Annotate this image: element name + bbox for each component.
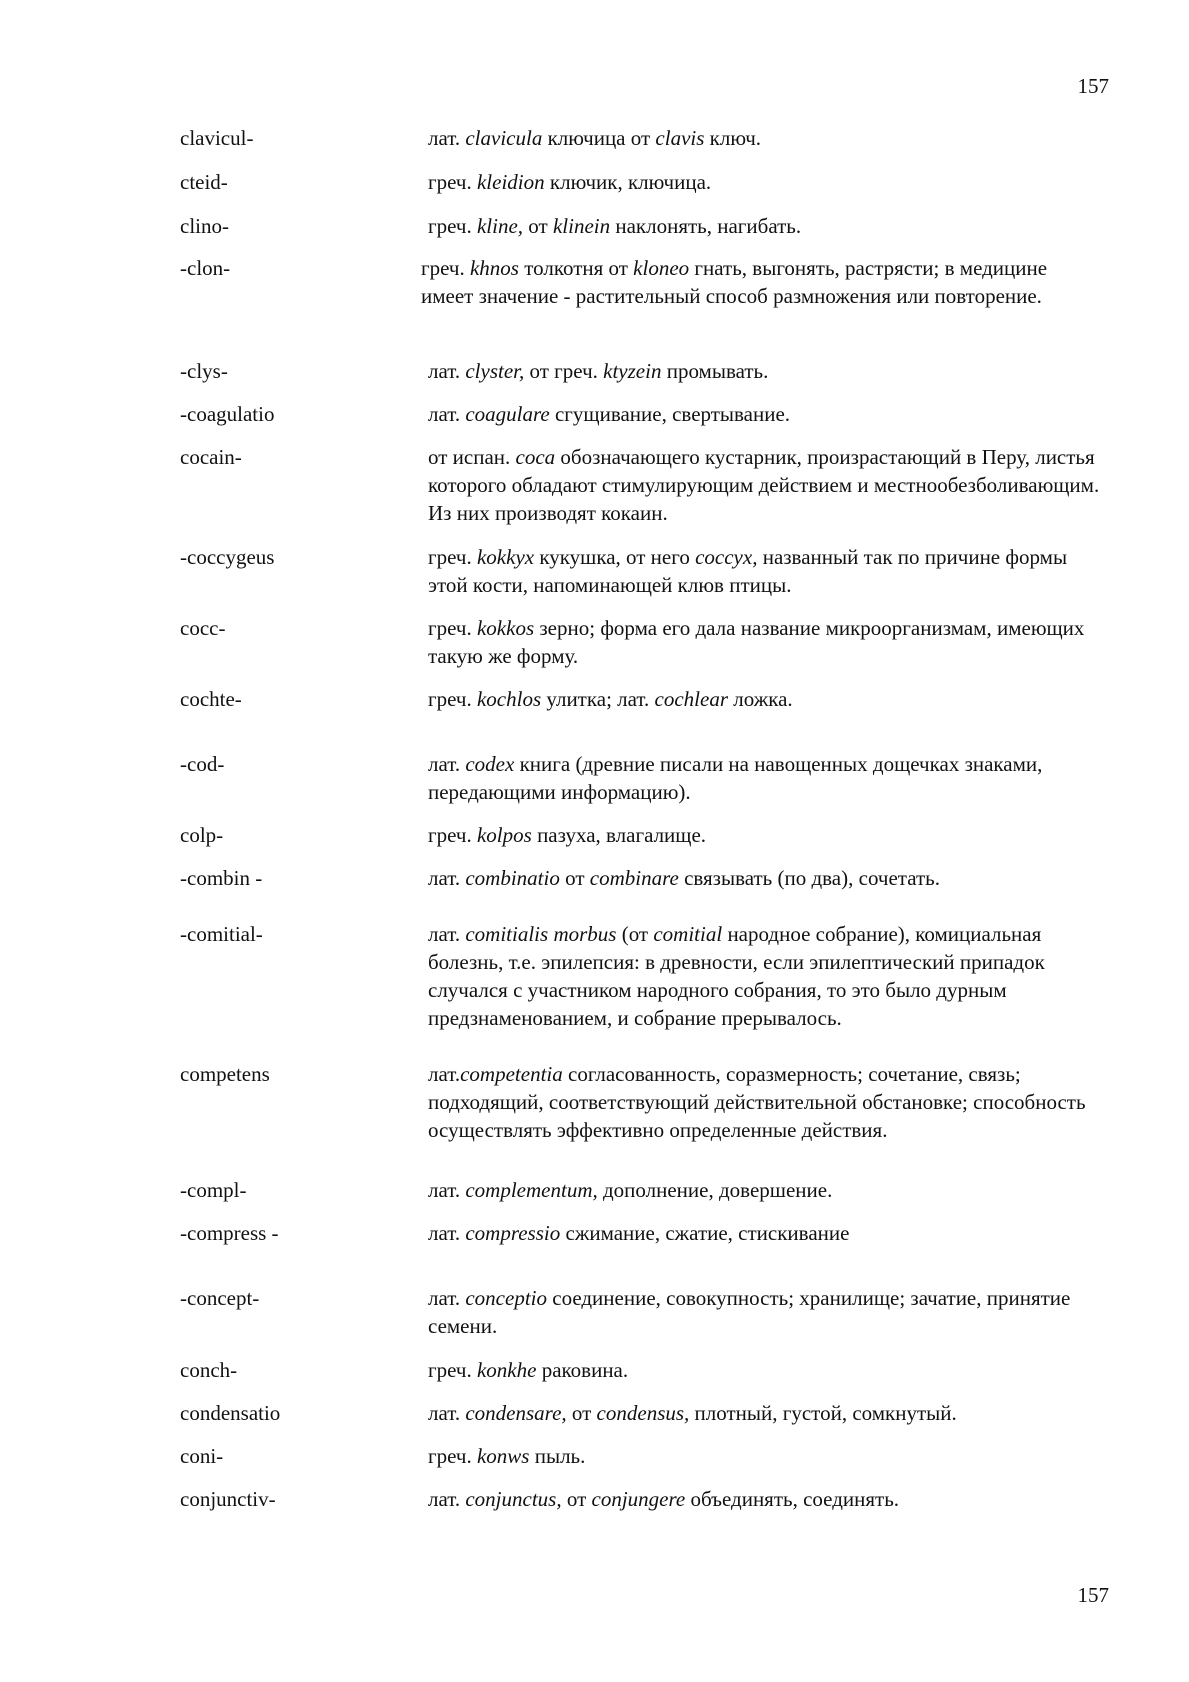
definition-text: от (523, 214, 553, 238)
definition-text: гнать, выгонять, растрясти; в медицине имеет значение - растительный способ размножения или повторение. (421, 256, 1048, 308)
definition-text: ключица от (542, 126, 656, 150)
definition-text: плотный, густой, сомкнутый. (689, 1401, 957, 1425)
definition-text: лат. (428, 866, 466, 890)
definition-text: связывать (по два), сочетать. (678, 866, 940, 890)
entry-definition (428, 821, 1108, 849)
definition-text: греч. (428, 170, 477, 194)
definition-text: греч. (428, 214, 477, 238)
etymon-word: kokkyx (476, 545, 535, 569)
etymon-word: condensus, (596, 1401, 690, 1425)
etymon-word: kochlos (476, 687, 542, 711)
etymon-word: khnos (469, 256, 519, 280)
definition-text: соединение, совокупность; хранилище; зачатие, принятие семени. (428, 1286, 1071, 1338)
definition-text: от (566, 1401, 597, 1425)
definition-text: от испан. (428, 445, 516, 469)
entry-term: cocc- (180, 616, 226, 640)
definition-text: объединять, соединять. (685, 1487, 900, 1511)
definition-text: сжимание, сжатие, стискивание (560, 1221, 850, 1245)
etymon-word: codex (465, 752, 515, 776)
definition-text: кукушка, от него (534, 545, 696, 569)
definition-text: греч. (428, 823, 477, 847)
definition-text: народное собрание), комициальная болезнь, т.е. эпилепсия: в древности, если эпилептический припадок случался с участником народного собрания, то это было дурным предзнаменованием, и собрание прерывалось. (428, 922, 1045, 1030)
definition-text: греч. (421, 256, 470, 280)
etymon-word: conjunctus, (465, 1487, 562, 1511)
etymon-word: kolpos (476, 823, 532, 847)
entry-term: clavicul- (180, 126, 254, 150)
etymon-word: combinare (589, 866, 679, 890)
entry-definition (428, 920, 1108, 1032)
etymon-word: clavis (655, 126, 705, 150)
page-number-bottom: 157 (1077, 1583, 1109, 1607)
definition-text: греч. (428, 545, 477, 569)
entry-definition (428, 212, 1108, 240)
definition-text: греч. (428, 687, 477, 711)
etymon-word: kloneo (633, 256, 690, 280)
entry-term: clino- (180, 214, 229, 238)
definition-text: лат. (428, 1487, 466, 1511)
definition-text: лат. (428, 359, 466, 383)
definition-text: ключик, ключица. (544, 170, 712, 194)
definition-text: от (561, 1487, 592, 1511)
etymon-word: comitial (653, 922, 723, 946)
entry-term: -compl- (180, 1178, 247, 1202)
entry-term: cochte- (180, 687, 242, 711)
etymon-word: ktyzein (603, 359, 662, 383)
page-number-top: 157 (1077, 74, 1109, 98)
entry-term: -coccygeus (180, 545, 275, 569)
definition-text: лат. (428, 402, 466, 426)
definition-text: пыль. (529, 1444, 586, 1468)
entry-definition (428, 1176, 1108, 1204)
definition-text: греч. (428, 616, 477, 640)
entry-definition (428, 685, 1108, 713)
definition-text: ключ. (704, 126, 762, 150)
definition-text: обозначающего кустарник, произрастающий в Перу, листья которого обладают стимулирующим действием и местнообезболивающим. Из них производят кокаин. (428, 445, 1100, 525)
definition-text: зерно; форма его дала название микроорганизмам, имеющих такую же форму. (428, 616, 1085, 668)
entry-definition (428, 1356, 1108, 1384)
etymon-word: competentia (460, 1062, 563, 1086)
definition-text: дополнение, довершение. (597, 1178, 833, 1202)
definition-text: лат. (428, 1178, 466, 1202)
definition-text: греч. (428, 1444, 477, 1468)
definition-text: лат. (428, 922, 466, 946)
etymon-word: clavicula (465, 126, 543, 150)
etymon-word: coca (515, 445, 556, 469)
definition-text: пазуха, влагалище. (531, 823, 707, 847)
entry-definition (428, 357, 1108, 385)
entry-term: competens (180, 1062, 270, 1086)
entry-definition (428, 400, 1108, 428)
etymon-word: klinein (552, 214, 611, 238)
etymon-word: condensare, (465, 1401, 567, 1425)
entry-definition (428, 864, 1108, 892)
definition-text: лат. (428, 1286, 466, 1310)
definition-text: лат. (428, 752, 466, 776)
entry-definition (428, 443, 1108, 527)
entry-definition (428, 1442, 1108, 1470)
entry-definition (428, 750, 1108, 806)
entry-term: -concept- (180, 1286, 260, 1310)
etymon-word: konws (476, 1444, 530, 1468)
etymon-word: conjungere (591, 1487, 686, 1511)
definition-text: от греч. (524, 359, 604, 383)
etymon-word: coccyx, (695, 545, 758, 569)
entry-term: conjunctiv- (180, 1487, 276, 1511)
definition-text: (от (616, 922, 654, 946)
definition-text: от (559, 866, 590, 890)
entry-definition (428, 543, 1108, 599)
etymon-word: cochlear (654, 687, 728, 711)
etymon-word: combinatio (465, 866, 560, 890)
definition-text: раковина. (536, 1358, 629, 1382)
definition-text: сгущивание, свертывание. (549, 402, 791, 426)
definition-text: греч. (428, 1358, 477, 1382)
entry-definition (428, 614, 1108, 670)
entry-definition (428, 1284, 1108, 1340)
etymon-word: kleidion (476, 170, 545, 194)
entry-definition (428, 1485, 1108, 1513)
entry-term: -combin - (180, 866, 263, 890)
definition-text: ложка. (728, 687, 793, 711)
definition-text: названный так по причине формы этой кости, напоминающей клюв птицы. (428, 545, 1068, 597)
entry-term: cocain- (180, 445, 242, 469)
etymon-word: compressio (465, 1221, 561, 1245)
entry-definition (428, 1060, 1108, 1144)
definition-text: лат. (428, 1401, 466, 1425)
entry-term: -clon- (180, 256, 231, 280)
entry-definition (428, 168, 1108, 196)
etymon-word: coagulare (465, 402, 550, 426)
entry-term: -coagulatio (180, 402, 275, 426)
definition-text: промывать. (661, 359, 769, 383)
entry-definition (428, 1219, 1108, 1247)
entry-definition (428, 1399, 1108, 1427)
entry-definition (421, 254, 1101, 310)
etymon-word: conceptio (465, 1286, 547, 1310)
entry-term: coni- (180, 1444, 224, 1468)
entry-term: -clys- (180, 359, 228, 383)
entry-term: -comitial- (180, 922, 263, 946)
definition-text: улитка; лат. (541, 687, 655, 711)
definition-text: наклонять, нагибать. (610, 214, 802, 238)
entry-term: -compress - (180, 1221, 279, 1245)
etymon-word: kline, (476, 214, 524, 238)
etymon-word: konkhe (476, 1358, 537, 1382)
etymon-word: clyster, (465, 359, 525, 383)
definition-text: согласованность, соразмерность; сочетание, связь; подходящий, соответствующий действительной обстановке; способность осуществлять эффективно определенные действия. (428, 1062, 1086, 1142)
definition-text: лат. (428, 1221, 466, 1245)
entry-term: colp- (180, 823, 224, 847)
definition-text: толкотня от (518, 256, 634, 280)
etymon-word: kokkos (476, 616, 535, 640)
entry-term: -cod- (180, 752, 225, 776)
entry-term: conch- (180, 1358, 238, 1382)
definition-text: книга (древние писали на навощенных дощечках знаками, передающими информацию). (428, 752, 1043, 804)
definition-text: лат. (428, 126, 466, 150)
etymon-word: complementum, (465, 1178, 598, 1202)
entry-term: condensatio (180, 1401, 281, 1425)
definition-text: лат. (428, 1062, 461, 1086)
etymon-word: comitialis morbus (465, 922, 617, 946)
entry-definition (428, 124, 1108, 152)
entry-term: cteid- (180, 170, 228, 194)
